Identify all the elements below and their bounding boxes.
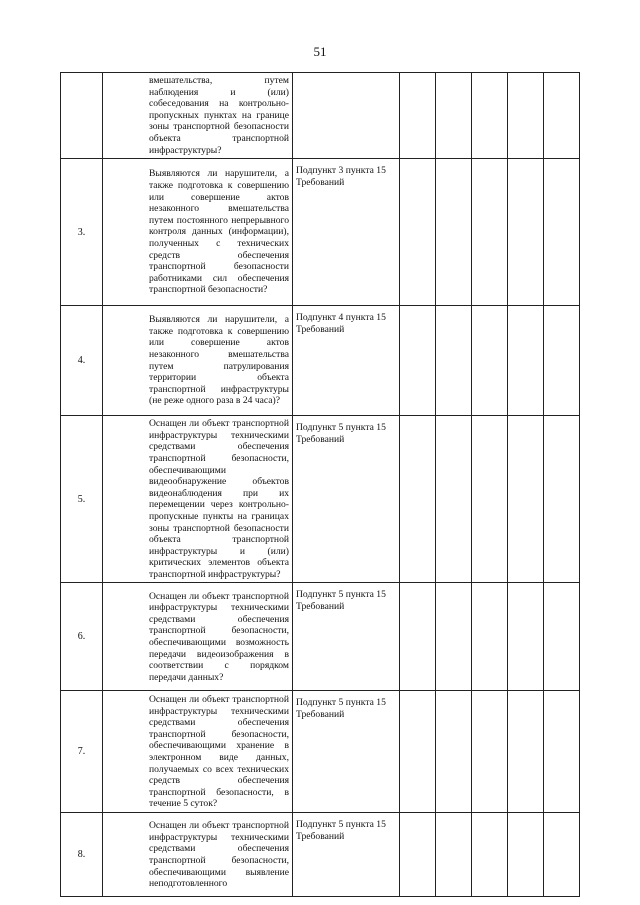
- table-row: [61, 691, 580, 813]
- answer-cell-extra[interactable]: [508, 73, 544, 159]
- legal-basis: Подпункт 3 пункта 15 Требований: [293, 159, 400, 306]
- answer-cell-no[interactable]: [436, 813, 472, 897]
- table-row: [61, 73, 580, 159]
- notes-cell[interactable]: [544, 73, 580, 159]
- notes-cell[interactable]: [544, 583, 580, 691]
- legal-basis: Подпункт 5 пункта 15 Требований: [293, 416, 400, 583]
- table-row: [61, 306, 580, 416]
- answer-cell-no[interactable]: [436, 583, 472, 691]
- answer-cell-extra[interactable]: [508, 583, 544, 691]
- answer-cell-no[interactable]: [436, 691, 472, 813]
- question-text: Выявляются ли нарушители, а также подготовка к совершению или совершение актов незаконного вмешательства путем постоянного непрерывного контроля данных (информации), полученных с технических средств обеспечения транспортной безопасности работниками сил обеспечения транспортной безопасности?: [103, 159, 293, 306]
- legal-basis: Подпункт 5 пункта 15 Требований: [293, 583, 400, 691]
- page-number: 51: [313, 44, 327, 59]
- answer-cell-na[interactable]: [472, 159, 508, 306]
- legal-basis: [293, 73, 400, 159]
- answer-cell-yes[interactable]: [400, 73, 436, 159]
- answer-cell-na[interactable]: [472, 416, 508, 583]
- question-text: Оснащен ли объект транспортной инфраструктуры техническими средствами обеспечения транспортной безопасности, обеспечивающими возможность передачи видеоизображения в соответствии с порядком передачи данных?: [103, 583, 293, 691]
- answer-cell-yes[interactable]: [400, 691, 436, 813]
- row-number: 5.: [61, 416, 103, 583]
- row-number: 6.: [61, 583, 103, 691]
- table-row: [61, 583, 580, 691]
- answer-cell-no[interactable]: [436, 306, 472, 416]
- answer-cell-na[interactable]: [472, 691, 508, 813]
- checklist-table: [60, 72, 580, 897]
- answer-cell-na[interactable]: [472, 306, 508, 416]
- question-text: Оснащен ли объект транспортной инфраструктуры техническими средствами обеспечения транспортной безопасности, обеспечивающими хранение в электронном виде данных, получаемых со всех технических средств обеспечения транспортной безопасности, в течение 5 суток?: [103, 691, 293, 813]
- answer-cell-na[interactable]: [472, 813, 508, 897]
- answer-cell-no[interactable]: [436, 73, 472, 159]
- answer-cell-no[interactable]: [436, 159, 472, 306]
- notes-cell[interactable]: [544, 306, 580, 416]
- question-text: Оснащен ли объект транспортной инфраструктуры техническими средствами обеспечения транспортной безопасности, обеспечивающими видеообнаружение объектов видеонаблюдения при их перемещении через контрольно-пропускные пункты на границах зоны транспортной безопасности объекта транспортной инфраструктуры и (или) критических элементов объекта транспортной инфраструктуры?: [103, 416, 293, 583]
- row-number: 3.: [61, 159, 103, 306]
- table-row: [61, 416, 580, 583]
- answer-cell-extra[interactable]: [508, 306, 544, 416]
- answer-cell-yes[interactable]: [400, 813, 436, 897]
- answer-cell-na[interactable]: [472, 583, 508, 691]
- answer-cell-yes[interactable]: [400, 416, 436, 583]
- table-row: [61, 813, 580, 897]
- notes-cell[interactable]: [544, 813, 580, 897]
- question-text: Выявляются ли нарушители, а также подготовка к совершению или совершение актов незаконного вмешательства путем патрулирования территории объекта транспортной инфраструктуры (не реже одного раза в 24 часа)?: [103, 306, 293, 416]
- row-number: 8.: [61, 813, 103, 897]
- notes-cell[interactable]: [544, 159, 580, 306]
- answer-cell-yes[interactable]: [400, 306, 436, 416]
- row-number: [61, 73, 103, 159]
- answer-cell-extra[interactable]: [508, 813, 544, 897]
- row-number: 4.: [61, 306, 103, 416]
- answer-cell-no[interactable]: [436, 416, 472, 583]
- table-row: [61, 159, 580, 306]
- answer-cell-extra[interactable]: [508, 416, 544, 583]
- answer-cell-yes[interactable]: [400, 583, 436, 691]
- question-text: Оснащен ли объект транспортной инфраструктуры техническими средствами обеспечения транспортной безопасности, обеспечивающими выявление неподготовленного: [103, 813, 293, 897]
- legal-basis: Подпункт 5 пункта 15 Требований: [293, 813, 400, 897]
- notes-cell[interactable]: [544, 691, 580, 813]
- answer-cell-na[interactable]: [472, 73, 508, 159]
- legal-basis: Подпункт 5 пункта 15 Требований: [293, 691, 400, 813]
- legal-basis: Подпункт 4 пункта 15 Требований: [293, 306, 400, 416]
- answer-cell-yes[interactable]: [400, 159, 436, 306]
- question-text: вмешательства, путем наблюдения и (или) собеседования на контрольно-пропускных пунктах на границе зоны транспортной безопасности объекта транспортной инфраструктуры?: [103, 73, 293, 159]
- notes-cell[interactable]: [544, 416, 580, 583]
- row-number: 7.: [61, 691, 103, 813]
- answer-cell-extra[interactable]: [508, 159, 544, 306]
- answer-cell-extra[interactable]: [508, 691, 544, 813]
